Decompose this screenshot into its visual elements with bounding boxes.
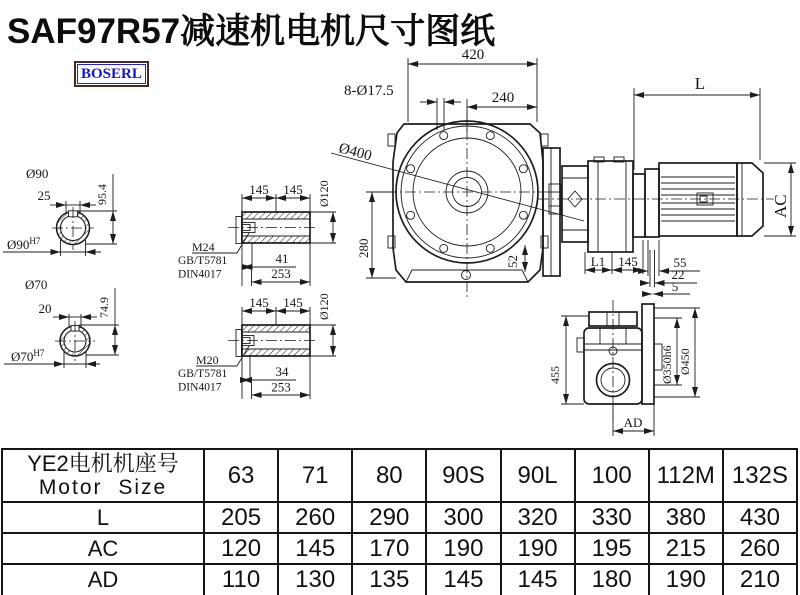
center-height-label: 280 (356, 238, 371, 258)
row-label: L (2, 502, 204, 533)
detail90-bore-label (7, 236, 41, 252)
table-row-AD (2, 564, 797, 595)
shaft-detail-m24 (178, 180, 336, 286)
dimension-table-wrap (1, 448, 798, 595)
bottom-view (548, 240, 700, 436)
m20-thread-label: M20 (196, 353, 219, 367)
bore-detail-90 (3, 166, 117, 256)
table-cell: 380 (649, 502, 723, 533)
bore-tolerance-text: H7 (33, 348, 45, 358)
column-header: 80 (352, 449, 426, 502)
boserl-logo-text: BOSERL (77, 64, 146, 84)
bore-dia-text: Ø90 (7, 237, 30, 252)
step-55-label: 55 (673, 255, 687, 270)
detail70-bore-label (11, 348, 45, 364)
row-label: AC (2, 533, 204, 564)
table-row-AC (2, 533, 797, 564)
spigot-dia-label: Ø350h6 (660, 345, 674, 384)
bore-tolerance-text: H7 (29, 236, 41, 246)
m24-standard2-label: DIN4017 (178, 268, 222, 281)
table-cell: 170 (352, 533, 426, 564)
flange-dia-450-label: Ø450 (678, 348, 692, 375)
detail70-title: Ø70 (25, 277, 48, 292)
column-header: 132S (723, 449, 797, 502)
m20-dia-label: Ø120 (317, 293, 331, 320)
column-header: 71 (278, 449, 352, 502)
height-455-label: 455 (548, 366, 562, 384)
table-cell: 320 (501, 502, 575, 533)
table-cell: 190 (426, 533, 500, 564)
table-cell: 300 (426, 502, 500, 533)
row-label: AD (2, 564, 204, 595)
m24-thread-label: M24 (192, 240, 215, 254)
table-cell: 145 (501, 564, 575, 595)
shaft-detail-m20 (178, 293, 336, 399)
l1-label: L1 (590, 254, 606, 269)
m24-len-b-label: 145 (283, 182, 303, 197)
column-header: 90S (426, 449, 500, 502)
table-row-L (2, 502, 797, 533)
table-cell: 135 (352, 564, 426, 595)
motor-size-header-cn: YE2电机机座号 (27, 450, 179, 476)
m20-len-a-label: 145 (249, 295, 269, 310)
m24-standard1-label: GB/T5781 (178, 255, 228, 267)
table-cell: 130 (278, 564, 352, 595)
flange-dia-label: Ø400 (336, 140, 374, 165)
bore-detail-70 (4, 277, 119, 368)
m20-total-label: 253 (271, 379, 291, 395)
table-cell: 120 (204, 533, 278, 564)
detail90-title: Ø90 (26, 166, 49, 181)
detail90-keyheight-label: 95.4 (95, 184, 109, 205)
column-header: 90L (501, 449, 575, 502)
m24-depth-label: 41 (275, 251, 289, 266)
table-cell: 430 (723, 502, 797, 533)
center-to-face-label: 240 (491, 90, 515, 106)
front-view (331, 110, 584, 298)
bore-dia-text: Ø70 (11, 349, 34, 364)
m20-standard2-label: DIN4017 (178, 381, 222, 394)
m24-total-label: 253 (271, 266, 291, 281)
motor-length-label: L (694, 74, 706, 93)
column-header: 63 (204, 449, 278, 502)
m20-depth-label: 34 (275, 364, 289, 379)
m20-standard1-label: GB/T5781 (178, 368, 228, 380)
table-cell: 145 (426, 564, 500, 595)
m20-len-b-label: 145 (283, 295, 303, 310)
page-title: SAF97R57减速机电机尺寸图纸 (7, 12, 496, 51)
detail70-keywidth-label: 20 (38, 301, 52, 316)
table-cell: 190 (501, 533, 575, 564)
overall-width-label: 420 (461, 47, 485, 63)
table-cell: 195 (575, 533, 649, 564)
step-5-label: 5 (671, 279, 679, 294)
motor-body (659, 163, 737, 236)
m24-len-a-label: 145 (249, 182, 269, 197)
width-ad-label: AD (623, 415, 643, 430)
motor-size-header-en: Motor Size (38, 476, 168, 500)
table-header-cell (2, 449, 204, 502)
side-view-motor (538, 148, 796, 276)
fan-cover (737, 163, 763, 236)
column-header: 112M (649, 449, 723, 502)
table-cell: 260 (278, 502, 352, 533)
table-cell: 210 (723, 564, 797, 595)
m24-dia-label: Ø120 (317, 180, 331, 207)
table-cell: 260 (723, 533, 797, 564)
bolt-holes-label: 8-Ø17.5 (344, 83, 394, 99)
column-header: 100 (575, 449, 649, 502)
foot-offset-label: 52 (505, 255, 520, 268)
table-cell: 215 (649, 533, 723, 564)
table-cell: 290 (352, 502, 426, 533)
top-dimensions (344, 47, 760, 170)
detail90-keywidth-label: 25 (37, 188, 51, 203)
table-cell: 190 (649, 564, 723, 595)
motor-height-label: AC (771, 194, 790, 218)
step-22-label: 22 (671, 267, 685, 282)
len-145-label: 145 (618, 254, 638, 269)
table-cell: 110 (204, 564, 278, 595)
dimension-table (1, 448, 798, 595)
detail70-keyheight-label: 74.9 (97, 297, 111, 318)
table-cell: 145 (278, 533, 352, 564)
table-cell: 180 (575, 564, 649, 595)
table-cell: 205 (204, 502, 278, 533)
table-cell: 330 (575, 502, 649, 533)
